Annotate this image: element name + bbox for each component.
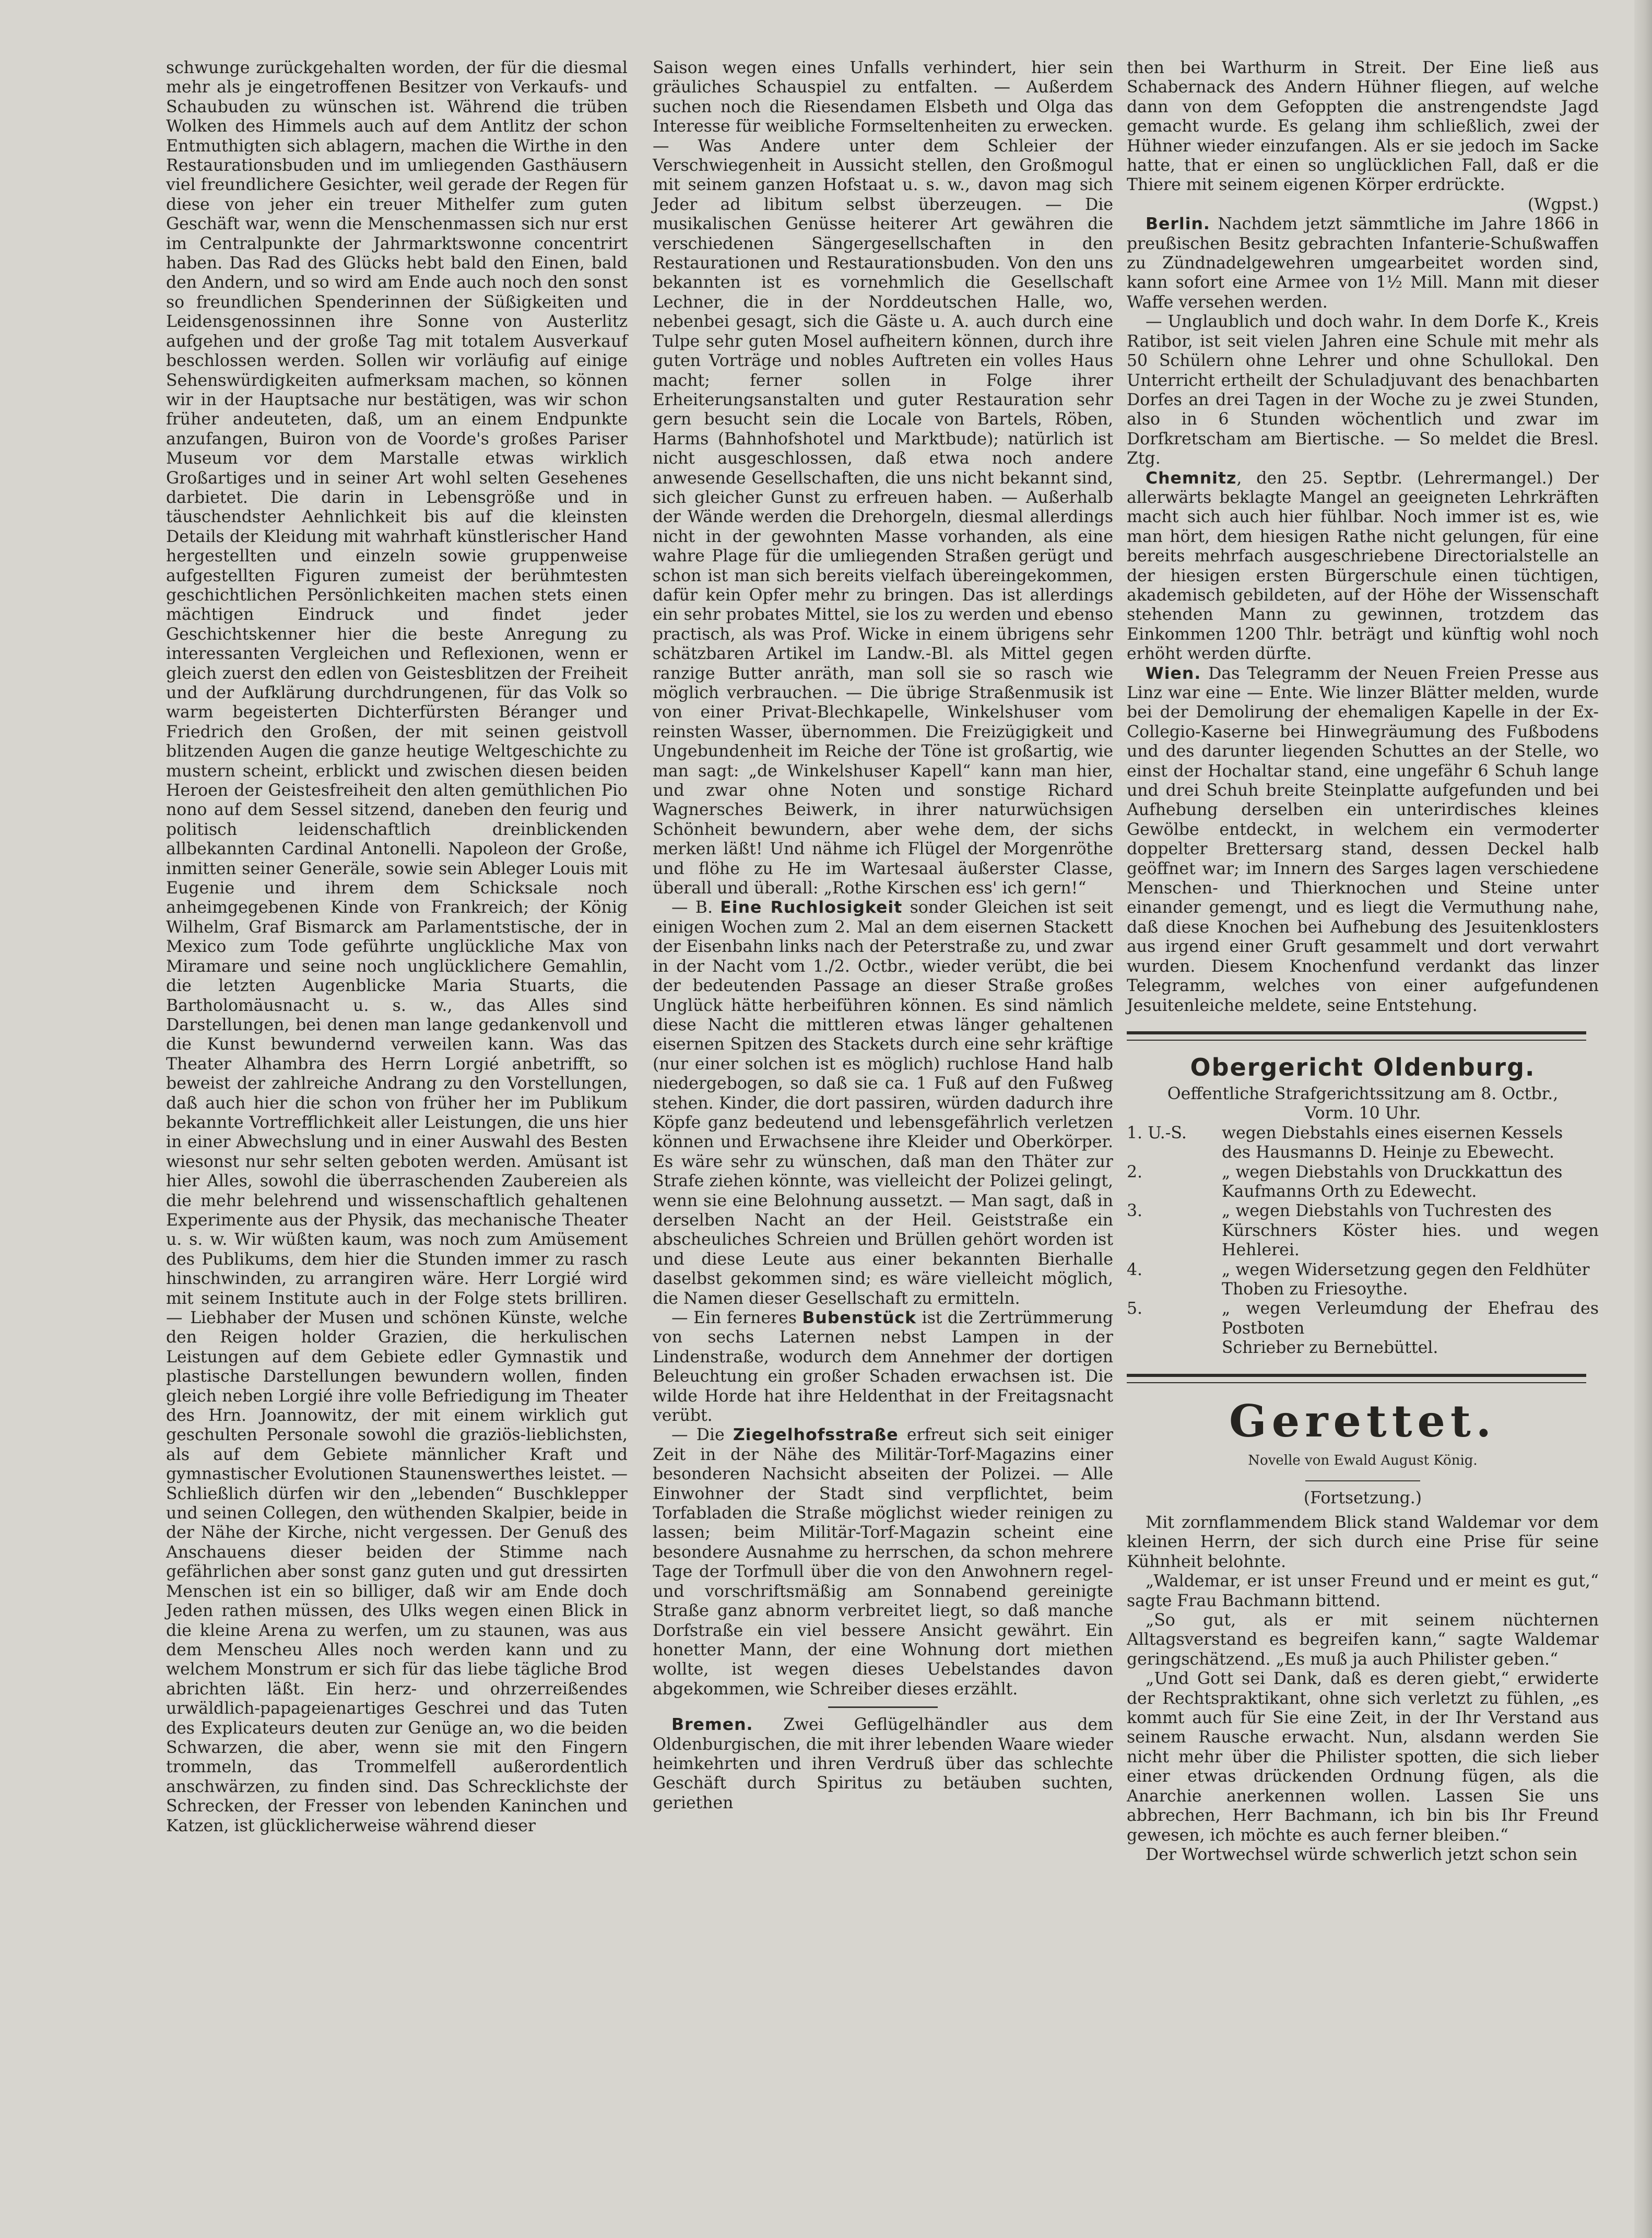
bremen-paragraph: Bremen. Zwei Geflügelhändler aus dem Oldenburgischen, die mit ihrer lebenden Waare wieder heimkehrten und ihren Verdruß über das schlechte Geschäft durch Spiritus zu betäuben suchten, geriethen [653, 1715, 1113, 1812]
court-case: 3. „ wegen Diebstahls von Tuchresten des Kürschners Köster hies. und wegen Hehlerei. [1127, 1202, 1599, 1260]
ziegelhofsstrasse-paragraph: — Die Ziegelhofsstraße erfreut sich seit einiger Zeit in der Nähe des Militär-Torf-Magazins einer besonderen Nachsicht abseiten der Polizei. — Alle Einwohner der Stadt sind verpflichtet, beim Torfabladen die Straße möglichst wieder reinigen zu lassen; beim Militär-Torf-Magazin scheint eine besondere Ausnahme zu herrschen, da schon mehrere Tage der Torfmull über die von den Anwohnern regel- und vorschriftsmäßig am Sonnabend gereinigte Straße ganz abnorm verbreitet liegt, so daß manche Dorfstraße ein viel bessere Ansicht gewährt. Ein honetter Mann, der eine Wohnung dort miethen wollte, ist wegen dieses Uebelstandes davon abgekommen, wie Schreiber dieses erzählt. [653, 1426, 1113, 1699]
chemnitz-paragraph: Chemnitz, den 25. Septbr. (Lehrermangel.) Der allerwärts beklagte Mangel an geeigneten Lehrkräften macht sich auch hier fühlbar. Noch immer ist es, wie man hört, dem hiesigen Rathe nicht gelungen, für eine bereits mehrfach ausgeschriebene Directorialstelle an der hiesigen ersten Bürgerschule einen tüchtigen, akademisch gebildeten, auf der Höhe der Wissenschaft stehenden Mann zu gewinnen, trotzdem das Einkommen 1200 Thlr. beträgt und künftig wohl noch erhöht werden dürfte. [1127, 468, 1599, 664]
novel-top-rule [1127, 1374, 1586, 1377]
chemnitz-heading: Chemnitz [1146, 468, 1237, 488]
schule-paragraph: — Unglaublich und doch wahr. In dem Dorfe K., Kreis Ratibor, ist seit vielen Jahren eine Schule mit mehr als 50 Schülern ohne Lehrer und ohne Schullokal. Den Unterricht ertheilt der Schuladjuvant des benachbarten Dorfes an drei Tagen in der Woche zu je zwei Stunden, also in 6 Stunden wöchentlich und zwar im Dorfkretscham am Biertische. — So meldet die Bresl. Ztg. [1127, 312, 1599, 468]
court-case: 1. U.-S. wegen Diebstahls eines eisernen Kessels des Hausmanns D. Heinje zu Ebewecht. [1127, 1123, 1563, 1162]
fair-report-paragraph: schwunge zurückgehalten worden, der für die diesmal mehr als je eingetroffenen Besitzer von Verkaufs- und Schaubuden zu wünschen ist. Während die trüben Wolken des Himmels auch auf dem Antlitz der schon Entmuthigten sich ablagern, machen die Wirthe in den Restaurationsbuden und im umliegenden Gasthäusern viel freundlichere Gesichter, weil gerade der Regen für diese von jeher ein treuer Mithelfer zum guten Geschäft war, wenn die Menschenmassen sich nur erst im Centralpunkte der Jahrmarktswonne concentrirt haben. Das Rad des Glücks hebt bald den Einen, bald den Andern, und so wird am Ende auch noch den sonst so freundlichen Spenderinnen der Süßigkeiten und Leidensgenossinnen ihre Sonne von Austerlitz aufgehen und der große Tag mit totalem Ausverkauf beschlossen werden. Sollen wir vorläufig auf einige Sehenswürdigkeiten aufmerksam machen, so können wir in der Hauptsache nur bestätigen, was wir schon früher andeuteten, daß, um an einem Endpunkte anzufangen, Buiron von de Voorde's großes Pariser Museum vor dem Marstalle etwas wirklich Großartiges und in seiner Art wohl selten Gesehenes darbietet. Die darin in Lebensgröße und in täuschendster Aehnlichkeit bis auf die kleinsten Details der Kleidung mit wahrhaft künstlerischer Hand hergestellten und einzeln sowie gruppenweise aufgestellten Figuren zumeist der berühmtesten geschichtlichen Persönlichkeiten machen stets einen mächtigen Eindruck und findet jeder Geschichtskenner hier die beste Anregung zu interessanten Vergleichen und Reflexionen, wenn er gleich zuerst den edlen von Geistesblitzen der Freiheit und der Aufklärung durchdrungenen, für das Volk so warm begeisterten Dichterfürsten Béranger und Friedrich den Großen, der mit seinen geistvoll blitzenden Augen die ganze heutige Weltgeschichte zu mustern scheint, erblickt und zwischen diesen beiden Heroen der Geistesfreiheit den alten gemüthlichen Pio nono auf dem Sessel sitzend, daneben den feurig und politisch leidenschaftlich dreinblickenden allbekannten Cardinal Antonelli. Napoleon der Große, inmitten seiner Generäle, sowie sein Ableger Louis mit Eugenie und ihrem dem Schicksale noch anheimgegebenen Kinde von Frankreich; der König Wilhelm, Graf Bismarck am Parlamentstische, der in Mexico zum Tode geführte unglückliche Max von Miramare und seine noch unglücklichere Gemahlin, die letzten Augenblicke Maria Stuarts, die Bartholomäusnacht u. s. w., das Alles sind Darstellungen, bei denen man lange gedankenvoll und die Kunst bewundernd verweilen kann. Was das Theater Alhambra des Herrn Lorgié anbetrifft, so beweist der zahlreiche Andrang zu den Vorstellungen, daß auch hier die schon von früher her im Publikum bekannte Vortrefflichkeit aller Leistungen, die uns hier in einer Abwechslung und in einer Auswahl des Besten wiesonst nur sehr selten geboten werden. Amüsant ist hier Alles, sowohl die überraschenden Zaubereien als die mehr belehrend und wissenschaftlich gehaltenen Experimente aus der Physik, das mechanische Theater u. s. w. Wir wüßten kaum, was noch zum Amüsement des Publikums, dem hier die Stunden immer zu rasch hinschwinden, zu arrangiren wäre. Herr Lorgié wird mit seinem Institute auch in der Folge stets brilliren. — Liebhaber der Musen und schönen Künste, welche den Reigen holder Grazien, die herkulischen Leistungen auf dem Gebiete edler Gymnastik und plastische Darstellungen bewundern wollen, finden gleich neben Lorgié ihre volle Befriedigung im Theater des Hrn. Joannowitz, der mit einem wirklich gut geschulten Personale sowohl die graziös-lieblichsten, als auf dem Gebiete männlicher Kraft und gymnastischer Evolutionen Staunenswerthes leistet. — Schließlich dürfen wir den „lebenden“ Buschklepper und seinen Collegen, den wüthenden Skalpier, beide in der Nähe der Kirche, nicht vergessen. Der Genuß des Anschauens dieser beiden der Stimme nach gefährlichen aber sonst ganz guten und gut dressirten Menschen ist ein so billiger, daß wir am Ende doch Jeden rathen müssen, des Ulks wegen einen Blick in die kleine Arena zu werfen, um zu staunen, was aus dem Menscheu Alles noch werden kann und zu welchem Monstrum er sich für das liebe tägliche Brod abrichten läßt. Ein herz- und ohrzerreißendes urwäldlich-papageienartiges Geschrei und das Tuten des Explicateurs deuten zur Genüge an, wo die beiden Schwarzen, die aber, wenn sie mit den Fingern trommeln, das Trommelfell außerordentlich anschwärzen, zu finden sind. Das Schrecklichste der Schrecken, der Fresser von lebenden Kaninchen und Katzen, ist glücklicherweise während dieser [166, 58, 628, 1835]
ruchlosigkeit-paragraph: — B. Eine Ruchlosigkeit sonder Gleichen ist seit einigen Wochen zum 2. Mal an dem eisernen Stackett der Eisenbahn links nach der Peterstraße zu, und zwar in der Nacht vom 1./2. Octbr., wieder verübt, die bei der bedeutenden Passage an dieser Straße großes Unglück hätte herbeiführen können. Es sind nämlich diese Nacht die mittleren etwas länger gehaltenen eisernen Spitzen des Stackets durch eine sehr kräftige (nur einer solchen ist es möglich) ruchlose Hand halb niedergebogen, so daß sie ca. 1 Fuß auf den Fußweg stehen. Kinder, die dort passiren, würden dadurch ihre Köpfe ganz bedeutend und lebensgefährlich verletzen können und Erwachsene ihre Kleider und Oberkörper. Es wäre sehr zu wünschen, daß man den Thäter zur Strafe ziehen könnte, was vielleicht der Polizei gelingt, wenn sie eine Belohnung aussetzt. — Man sagt, daß in derselben Nacht an der Heil. Geiststraße ein abscheuliches Schreien und Brüllen gehört worden ist und diese Leute aus einer bekannten Bierhalle daselbst gekommen sind; es wäre vielleicht möglich, die Namen dieser Gesellschaft zu ermitteln. [653, 898, 1113, 1308]
court-title: Obergericht Oldenburg. [1190, 1053, 1536, 1081]
column-1 [166, 58, 628, 1836]
source-signature: (Wgpst.) [1527, 195, 1599, 214]
section-divider [828, 1706, 938, 1708]
court-case: 5. „ wegen Verleumdung der Ehefrau des Postboten Schrieber zu Bernebüttel. [1127, 1299, 1599, 1358]
fair-report-continuation: Saison wegen eines Unfalls verhindert, hier sein gräuliches Schauspiel zu entfalten. — Außerdem suchen noch die Riesendamen Elsbeth und Olga das Interesse für weibliche Formseltenheiten zu erwecken. — Was Andere unter dem Schleier der Verschwiegenheit in Aussicht stellen, den Großmogul mit seinem ganzen Hofstaat u. s. w., davon mag sich Jeder ad libitum selbst überzeugen. — Die musikalischen Genüsse heiterer Art gewähren die verschiedenen Sängergesellschaften in den Restaurationen und Restaurationsbuden. Von den uns bekannten ist es vornehmlich die Gesellschaft Lechner, die in der Norddeutschen Halle, wo, nebenbei gesagt, sich die Gäste u. A. auch durch eine Tulpe sehr guten Mosel aufheitern können, durch ihre guten Vorträge und nobles Auftreten ein volles Haus macht; ferner sollen in Folge ihrer Erheiterungsanstalten und guter Restauration sehr gern besucht sein die Locale von Bartels, Röben, Harms (Bahnhofshotel und Marktbude); natürlich ist nicht ausgeschlossen, daß etwa noch andere anwesende Gesellschaften, die uns nicht bekannt sind, sich gleicher Gunst zu erfreuen haben. — Außerhalb der Wände werden die Drehorgeln, diesmal allerdings nicht in der gewohnten Masse vorhanden, als eine wahre Plage für die umliegenden Straßen gerügt und schon ist man sich bereits vielfach übereingekommen, dafür kein Opfer mehr zu bringen. Das ist allerdings ein sehr probates Mittel, sie los zu werden und ebenso practisch, als was Prof. Wicke in einem übrigens sehr schätzbaren Artikel im Landw.-Bl. als Mittel gegen ranzige Butter anräth, man soll sie so rasch wie möglich verbrauchen. — Die übrige Straßenmusik ist von einer Privat-Blechkapelle, Winkelshuser vom reinsten Wasser, übernommen. Die Freizügigkeit und Ungebundenheit im Reiche der Töne ist großartig, wie man sagt: „de Winkelshuser Kapell“ kann man hier, und zwar ohne Noten und sonstige Richard Wagnersches Beiwerk, in ihrer naturwüchsigen Schönheit bewundern, aber wehe dem, der sichs merken läßt! Und nähme ich Flügel der Morgenröthe und flöhe zu He im Wartesaal äußerster Classe, überall und überall: „Rothe Kirschen ess' ich gern!“ [653, 58, 1113, 898]
court-cases [1127, 1124, 1599, 1358]
court-time: Vorm. 10 Uhr. [1304, 1104, 1421, 1123]
novel-paragraph: Mit zornflammendem Blick stand Waldemar vor dem kleinen Herrn, der sich durch eine Prise für seine Kühnheit belohnte. [1127, 1513, 1599, 1571]
novel-paragraph: „Und Gott sei Dank, daß es deren giebt,“ erwiderte der Rechtspraktikant, ohne sich verletzt zu fühlen, „es kommt auch für Sie eine Zeit, in der Ihr Verstand aus seinem Rausche erwacht. Nun, alsdann werden Sie nicht mehr über die Philister spotten, die sich lieber einer etwas drückenden Ordnung fügen, als die Anarchie anerkennen wollen. Lassen Sie uns abbrechen, Herr Bachmann, ich bin bis Ihr Freund gewesen, ich möchte es auch ferner bleiben.“ [1127, 1669, 1599, 1845]
ruchlosigkeit-heading: Eine Ruchlosigkeit [720, 898, 903, 917]
ziegelhofsstrasse-heading: Ziegelhofsstraße [733, 1426, 899, 1445]
bubenstueck-paragraph: — Ein ferneres Bubenstück ist die Zertrümmerung von sechs Laternen nebst Lampen in der Lindenstraße, wodurch dem Annehmer der dortigen Beleuchtung ein großer Schaden erwachsen ist. Die wilde Horde hat ihre Heldenthat in der Freitagsnacht verübt. [653, 1309, 1113, 1426]
court-top-rule [1127, 1031, 1586, 1034]
column-2 [653, 58, 1113, 1813]
novel-paragraph: „Waldemar, er ist unser Freund und er meint es gut,“ sagte Frau Bachmann bittend. [1127, 1572, 1599, 1610]
novel-continuation-note: (Fortsetzung.) [1303, 1488, 1422, 1507]
bremen-heading: Bremen. [671, 1715, 753, 1735]
court-case: 4. „ wegen Widersetzung gegen den Feldhüter Thoben zu Friesoythe. [1127, 1260, 1590, 1299]
novel-top-rule-thin [1127, 1382, 1586, 1383]
novel-author: Novelle von Ewald August König. [1248, 1452, 1478, 1468]
bubenstueck-heading: Bubenstück [802, 1309, 917, 1327]
berlin-paragraph: Berlin. Nachdem jetzt sämmtliche im Jahre 1866 in preußischen Besitz gebrachten Infanterie-Schußwaffen zu Zündnadelgewehren umgearbeitet worden sind, kann sofort eine Armee von 1½ Mill. Mann mit dieser Waffe versehen werden. [1127, 215, 1599, 312]
column-3 [1127, 58, 1599, 1865]
novel-divider [1305, 1480, 1420, 1481]
page-edge-shadow [1634, 0, 1652, 2238]
court-case: 2. „ wegen Diebstahls von Druckkattun des Kaufmanns Orth zu Edewecht. [1127, 1162, 1563, 1201]
wien-paragraph: Wien. Das Telegramm der Neuen Freien Presse aus Linz war eine — Ente. Wie linzer Blätter melden, wurde bei der Demolirung der ehemaligen Kapelle in der Ex-Collegio-Kaserne bei Hinwegräumung des Fußbodens und des darunter liegenden Schuttes an der Stelle, wo einst der Hochaltar stand, eine ungefähr 6 Schuh lange und drei Schuh breite Steinplatte aufgefunden und bei Aufhebung derselben ein unterirdisches kleines Gewölbe entdeckt, in welchem ein vermoderter doppelter Brettersarg stand, dessen Deckel halb geöffnet war; im Innern des Sarges lagen verschiedene Menschen- und Thierknochen und Steine unter einander gemengt, und es liegt die Vermuthung nahe, daß diese Knochen bei Aufhebung des Jesuitenklosters aus irgend einer Gruft gesammelt und dort verwahrt wurden. Diesem Knochenfund verdankt das linzer Telegramm, welches von einer aufgefundenen Jesuitenleiche meldete, seine Entstehung. [1127, 664, 1599, 1015]
novel-title: Gerettet. [1229, 1395, 1496, 1447]
berlin-heading: Berlin. [1146, 215, 1210, 234]
bremen-continuation: then bei Warthurm in Streit. Der Eine ließ aus Schabernack des Andern Hühner fliegen, auf welche dann von dem Gefoppten die anstrengendste Jagd gemacht wurde. Es gelang ihm schließlich, zwei der Hühner wieder einzufangen. Als er sie jedoch im Sacke hatte, that er einen so unglücklichen Fall, daß er die Thiere mit seinem eigenen Körper erdrückte. [1127, 58, 1599, 195]
court-top-rule-thin [1127, 1040, 1586, 1041]
novel-paragraph: „So gut, als er mit seinem nüchternen Alltagsverstand es begreifen kann,“ sagte Waldemar geringschätzend. „Es muß ja auch Philister geben.“ [1127, 1611, 1599, 1669]
wien-heading: Wien. [1146, 664, 1201, 683]
court-subtitle: Oeffentliche Strafgerichtssitzung am 8. Octbr., [1167, 1084, 1559, 1103]
novel-paragraph: Der Wortwechsel würde schwerlich jetzt schon sein [1146, 1845, 1578, 1864]
